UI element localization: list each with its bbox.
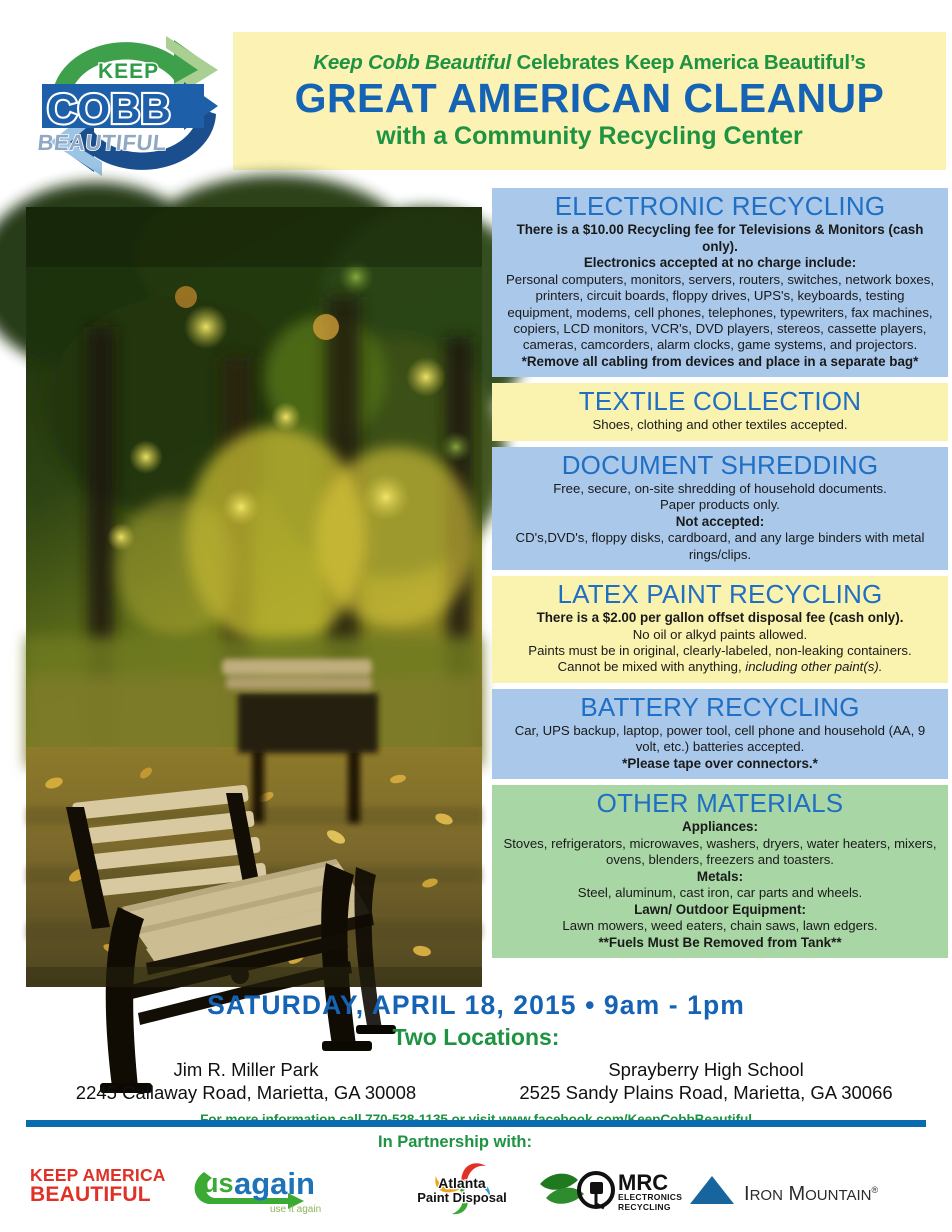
section-line: Lawn/ Outdoor Equipment: [634,901,806,917]
section-line: Electronics accepted at no charge include: [583,255,857,271]
section-line: **Fuels Must Be Removed from Tank** [598,934,842,950]
section-line: Appliances: [682,819,758,835]
location-address: 2245 Callaway Road, Marietta, GA 30008 [75,1082,417,1104]
section-line: Shoes, clothing and other textiles accepted. [592,417,848,433]
keep-america-beautiful-logo [30,1166,190,1208]
two-locations-label: Two Locations: [392,1023,560,1050]
section-line: Paints must be in original, clearly-labeled, non-leaking containers. [528,643,912,659]
section-title: TEXTILE COLLECTION [578,386,862,417]
svg-text:us: us [202,1168,234,1198]
usagain-logo [192,1160,342,1216]
location-address: 2525 Sandy Plains Road, Marietta, GA 30066 [519,1082,893,1104]
banner-tagline: with a Community Recycling Center [376,122,803,151]
location-item [46,1058,446,1105]
footer-divider [26,1120,926,1127]
partnership-title: In Partnership with: [378,1133,533,1151]
section-line-italic: including other paint(s). [745,659,883,675]
section-line: Free, secure, on-site shredding of household documents. [553,480,887,496]
section-line: Paper products only. [660,497,780,513]
section-line: Not accepted: [675,513,765,529]
section-title: LATEX PAINT RECYCLING [557,578,883,609]
section-document-shredding [492,447,948,570]
kab-line2: BEAUTIFUL [30,1183,151,1207]
header [0,0,952,186]
atlanta-paint-disposal-logo-icon [412,1158,512,1220]
mrc-electronics-recycling-logo [538,1164,683,1216]
section-battery-recycling [492,689,948,779]
location-name: Sprayberry High School [608,1058,804,1080]
section-line: Stoves, refrigerators, microwaves, washers, dryers, water heaters, mixers, ovens, blenders, freezers and toasters. [503,835,937,868]
location-item [506,1058,906,1105]
mrc-logo-icon [538,1164,683,1216]
section-line-plain: Cannot be mixed with anything, [557,659,746,675]
section-line: Steel, aluminum, cast iron, car parts and wheels. [577,885,863,901]
event-details [0,990,952,1127]
event-date: SATURDAY, APRIL 18, 2015 • 9am - 1pm [207,990,745,1020]
section-title: DOCUMENT SHREDDING [561,449,879,480]
location-name: Jim R. Miller Park [173,1058,319,1080]
banner-subtitle-italic: Keep Cobb Beautiful [313,51,512,75]
locations-list [0,1058,952,1105]
svg-text:IRON MOUNTAIN®: IRON MOUNTAIN® [744,1183,879,1205]
section-line: There is a $10.00 Recycling fee for Televisions & Monitors (cash only). [516,222,924,254]
section-line: No oil or alkyd paints allowed. [632,626,808,642]
svg-text:BEAUTIFUL: BEAUTIFUL [36,130,169,155]
section-electronic-recycling [492,188,948,377]
apd-line2: Paint Disposal [417,1190,507,1205]
section-other-materials [492,785,948,958]
section-line: CD's,DVD's, floppy disks, cardboard, and any large binders with metal rings/clips. [515,530,925,562]
park-bench-photo [26,207,482,987]
banner-subtitle-rest: Celebrates Keep America Beautiful’s [511,51,866,75]
banner-main-title: GREAT AMERICAN CLEANUP [294,74,885,121]
section-title: BATTERY RECYCLING [580,691,860,722]
section-line: There is a $2.00 per gallon offset disposal fee (cash only). [536,610,904,626]
section-line: Personal computers, monitors, servers, routers, switches, network boxes, printers, circuit boards, floppy drives, UPS's, keyboards, testing equipment, modems, cell phones, telephones, typewriters, fax machines, copiers, LCD monitors, VCR's, DVD players, stereos, cassette players, cameras, camcorders, alarm clocks, game systems, and projectors. [505,271,935,353]
kab-line1: KEEP AMERICA [30,1165,166,1185]
section-line: Lawn mowers, weed eaters, chain saws, lawn edgers. [562,918,878,934]
atlanta-paint-disposal-logo [412,1158,512,1220]
footer [0,1130,952,1232]
svg-text:MRC: MRC [618,1170,669,1195]
park-bench-illustration [26,207,482,987]
title-banner [233,32,946,170]
section-line: Metals: [696,868,744,884]
section-line: Car, UPS backup, laptop, power tool, cell phone and household (AA, 9 volt, etc.) batteries accepted. [514,722,926,755]
section-title: ELECTRONIC RECYCLING [554,191,886,221]
section-textile-collection [492,383,948,440]
section-line: *Please tape over connectors.* [622,755,818,771]
section-latex-paint-recycling [492,576,948,683]
svg-text:KEEP: KEEP [98,60,160,83]
banner-subtitle [313,51,866,75]
iron-mountain-logo-icon [690,1170,879,1210]
svg-text:RECYCLING: RECYCLING [618,1202,671,1212]
keep-cobb-beautiful-logo [34,26,234,186]
apd-line1: Atlanta [438,1175,486,1191]
section-line: *Remove all cabling from devices and place in a separate bag* [521,353,919,369]
svg-text:COBB: COBB [47,85,171,132]
section-line [502,659,938,675]
iron-mountain-logo [690,1170,879,1210]
materials-sections [492,188,948,964]
svg-text:again: again [234,1166,315,1201]
svg-text:use it again: use it again [270,1204,322,1215]
svg-text:ELECTRONICS: ELECTRONICS [618,1192,683,1202]
usagain-logo-icon [192,1160,342,1216]
kcb-logo-icon [34,26,234,186]
section-title: OTHER MATERIALS [596,788,844,819]
